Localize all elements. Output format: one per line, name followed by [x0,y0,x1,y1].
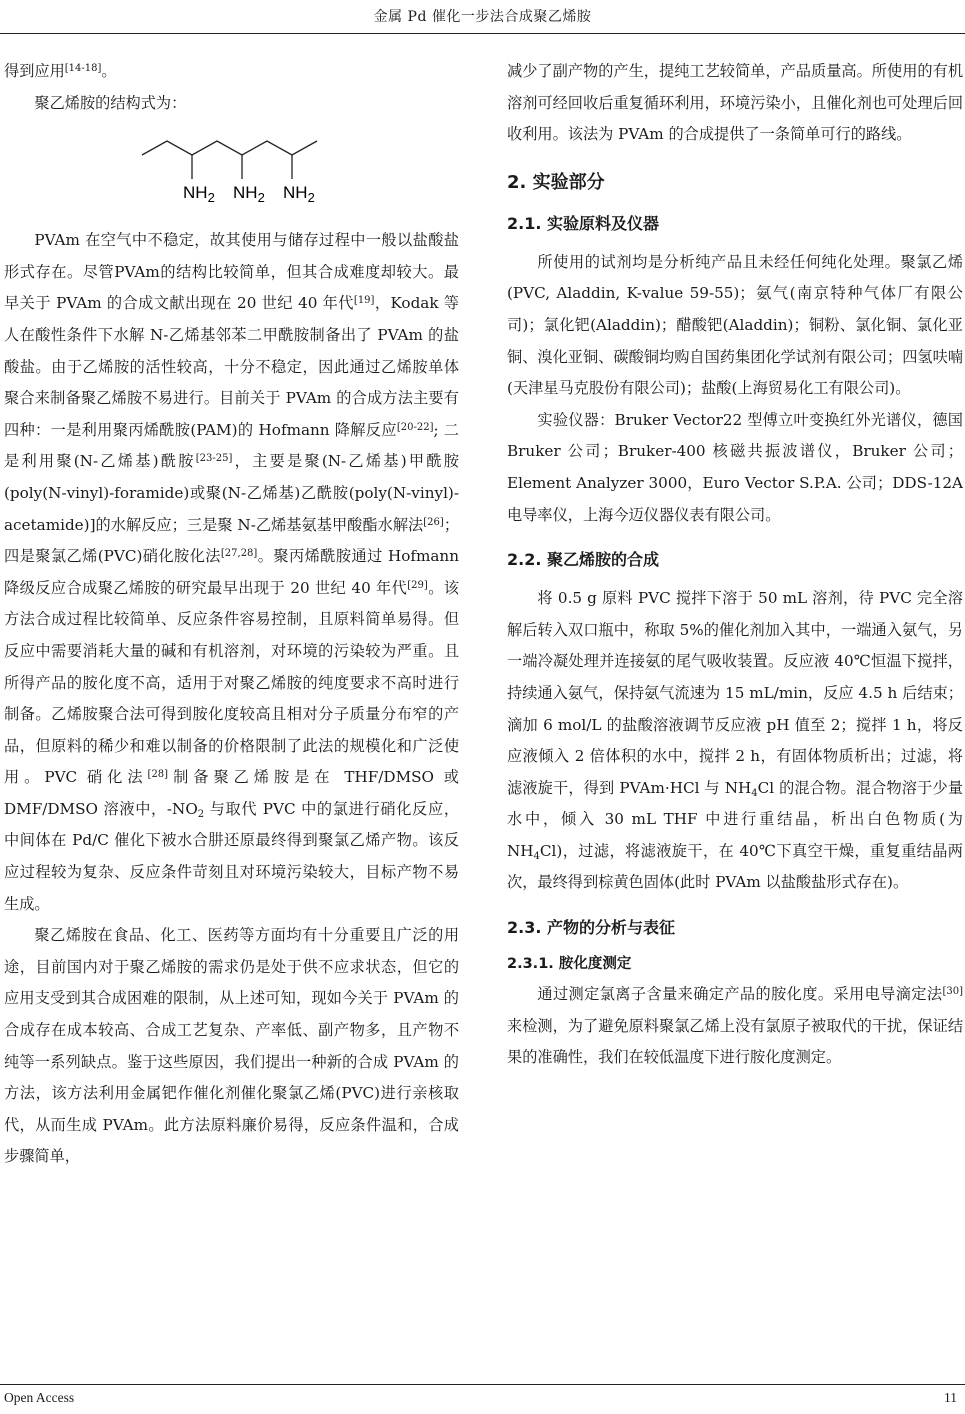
subsubsection-heading-amination: 2.3.1. 胺化度测定 [507,956,632,973]
subsection-heading-materials: 2.1. 实验原料及仪器 [507,213,659,233]
polyvinylamine-structure [4,119,459,225]
subscript: 4 [751,787,758,799]
synthesis-paragraph [507,583,963,899]
structure-intro: 聚乙烯胺的结构式为： [34,93,187,112]
materials-paragraph: 所使用的试剂均是分析纯产品且未经任何纯化处理。聚氯乙烯(PVC, Aladdin, K-value 59-55)；氨气(南京特种气体厂有限公司)；氯化钯(Aladdin)；醋酸钯(Aladdin)；铜粉、氯化铜、氯化亚铜、溴化亚铜、碳酸铜均购自国药集团化学试剂有限公司；四氢呋喃(天津星马克股份有限公司)；盐酸(上海贸易化工有限公司)。 [507,252,963,398]
amine-label: $NH_2$ [233,183,265,206]
citation[interactable]: [19] [353,295,375,307]
subsection-heading-analysis: 2.3. 产物的分析与表征 [507,918,675,938]
amination-paragraph [507,979,963,1074]
subscript: 2 [197,808,205,820]
footer-rule [0,1384,965,1385]
citation[interactable]: [14-18] [64,63,102,74]
running-title: 金属 Pd 催化一步法合成聚乙烯胺 [373,9,592,25]
citation[interactable]: [27,28] [220,548,258,560]
synthesis-methods-paragraph [4,225,459,920]
subscript: 4 [533,850,540,862]
text: PVAm 在空气中不稳定，故其使用与储存过程中一般以盐酸盐形式存在。尽管PVAm的结构比较简单，但其合成难度却较大。最早关于 PVAm 的合成文献出现在 20 世纪 40 年代 [4,231,459,313]
citation[interactable]: [20-22] [396,421,434,433]
citation[interactable]: [23-25] [195,453,233,465]
header-rule [0,33,965,34]
text: 通过测定氯离子含量来确定产品的胺化度。采用电导滴定法 [537,985,943,1004]
text: 制备聚乙烯胺是在 THF/DMSO 或 DMF/DMSO 溶液中，-NO [4,768,459,818]
text: ，主要是聚(N-乙烯基)甲酰胺(poly(N-vinyl)-foramide)或聚(N-乙烯基)乙酰胺(poly(N-vinyl)-acetamide)]的水解反应；三是聚 N-乙烯基氨基甲酸酯水解法 [4,452,459,534]
text: 。聚丙烯酰胺通过 Hofmann 降级反应合成聚乙烯胺的研究最早出现于 20 世纪 40 年代 [4,547,459,597]
citation[interactable]: [30] [942,986,963,998]
journal-label: Open Access [4,1390,75,1405]
paragraph-continued [4,56,459,88]
text: Cl 的混合物。混合物溶于少量水中，倾入 30 mL THF 中进行重结晶，析出白色物质(为 NH [507,778,964,860]
instruments-paragraph: 实验仪器：Bruker Vector22 型傅立叶变换红外光谱仪，德国 Bruker 公司；Bruker-400 核磁共振波谱仪，Bruker 公司；Element Analyzer 3000，Euro Vector S.P.A. 公司；DDS-12A 电导率仪，上海今迈仪器仪表有限公司。 [507,410,963,524]
citation[interactable]: [29] [407,579,428,591]
text: ，Kodak 等人在酸性条件下水解 N-乙烯基邻苯二甲酰胺制备出了 PVAm 的盐酸盐。由于乙烯胺的活性较高，十分不稳定，因此通过乙烯胺单体聚合来制备聚乙烯胺不易进行。目前关于 PVAm 的合成方法主要有四种：一是利用聚丙烯酰胺(PAM)的 Hofmann 降解反应 [4,294,459,439]
backbone-bond [142,141,317,155]
motivation-paragraph: 聚乙烯胺在食品、化工、医药等方面均有十分重要且广泛的用途，目前国内对于聚乙烯胺的需求仍是处于供不应求状态，但它的应用支受到其合成困难的限制，从上述可知，现如今关于 PVAm 的合成存在成本较高、合成工艺复杂、产率低、副产物多，且产物不纯等一系列缺点。鉴于这些原因，我们提出一种新的合成 PVAm 的方法，该方法利用金属钯作催化剂催化聚氯乙烯(PVC)进行亲核取代，从而生成 PVAm。此方法原料廉价易得，反应条件温和，合成步骤简单， [4,926,459,1166]
structure-diagram [134,125,334,225]
text: ；四是聚氯乙烯(PVC)硝化胺化法 [4,515,459,566]
page-number: 11 [944,1390,957,1405]
left-column [4,56,459,1173]
subsection-heading-synthesis: 2.2. 聚乙烯胺的合成 [507,550,659,570]
citation[interactable]: [26] [423,516,444,528]
text: 。该方法合成过程比较简单、反应条件容易控制，且原料简单易得。但反应中需要消耗大量的碱和有机溶剂，对环境的污染较为严重。且所得产品的胺化度不高，适用于对聚乙烯胺的纯度要求不高时进行制备。乙烯胺聚合法可得到胺化度较高且相对分子质量分布窄的产品，但原料的稀少和难以制备的价格限制了此法的规模化和广泛使用。PVC 硝化法 [4,578,459,787]
citation[interactable]: [28] [147,769,169,781]
text: 。 [101,62,117,80]
right-column [507,56,963,1074]
amine-label: $NH_2$ [283,183,315,206]
section-heading-experimental: 2. 实验部分 [507,171,605,193]
text: ; 二是利用聚(N-乙烯基)酰胺 [4,420,459,471]
text: 将 0.5 g 原料 PVC 搅拌下溶于 50 mL 溶剂，待 PVC 完全溶解后转入双口瓶中，称取 5%的催化剂加入其中，一端通入氨气，另一端冷凝处理并连接氨的尾气吸收装置。反应液 40℃恒温下搅拌，持续通入氨气，保持氨气流速为 15 mL/min，反应 4.5 h 后结束；滴加 6 mol/L 的盐酸溶液调节反应液 pH 值至 2；搅拌 1 h，将反应液倾入 2 倍体积的水中，搅拌 2 h，有固体物质析出；过滤，将滤液旋干，得到 PVAm·HCl 与 NH [507,589,963,797]
text: 得到应用 [4,62,65,80]
text: 与取代 PVC 中的氯进行硝化反应，中间体在 Pd/C 催化下被水合肼还原最终得到聚氯乙烯产物。该反应过程较为复杂、反应条件苛刻且对环境污染较大，目标产物不易生成。 [4,799,460,913]
paragraph-continued: 减少了副产物的产生，提纯工艺较简单，产品质量高。所使用的有机溶剂可经回收后重复循环利用，环境污染小，且催化剂也可处理后回收利用。该法为 PVAm 的合成提供了一条简单可行的路线。 [507,62,963,144]
text: 来检测，为了避免原料聚氯乙烯上没有氯原子被取代的干扰，保证结果的准确性，我们在较低温度下进行胺化度测定。 [507,1016,963,1067]
amine-label: $NH_2$ [183,183,215,206]
text: Cl)，过滤，将滤液旋干，在 40℃下真空干燥，重复重结晶两次，最终得到棕黄色固体(此时 PVAm 以盐酸盐形式存在)。 [507,841,963,892]
